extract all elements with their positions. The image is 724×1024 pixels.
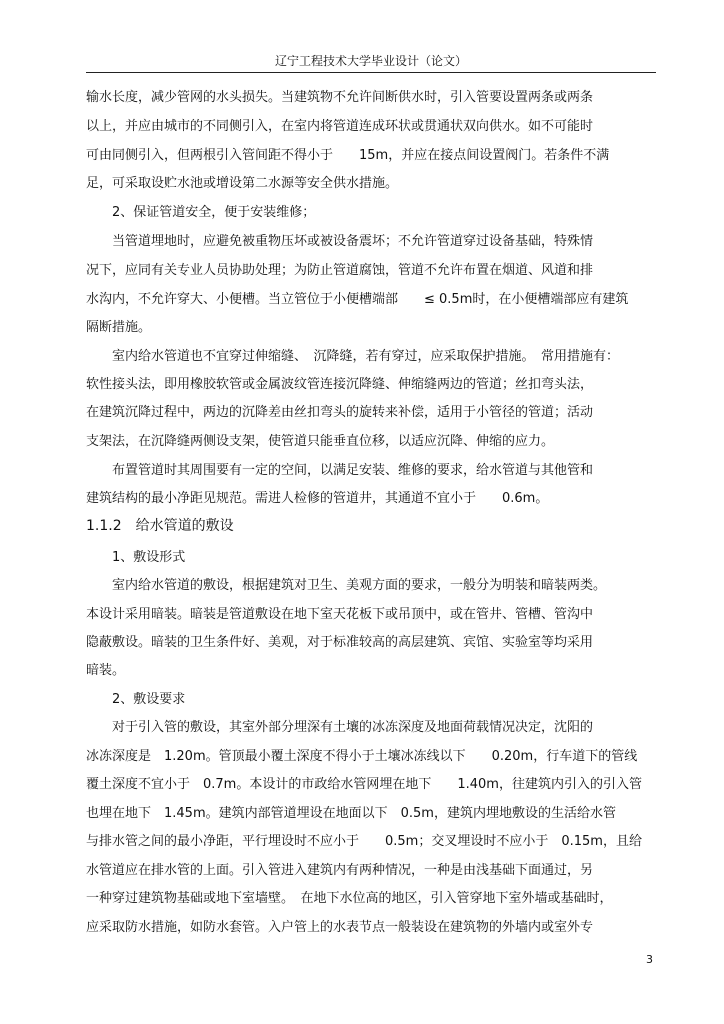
section-heading: 1.1.2 给水管道的敷设 [86,518,234,534]
text-line: 隐蔽敷设。暗装的卫生条件好、美观，对于标准较高的高层建筑、宾馆、实验室等均采用 [86,635,594,650]
page-header: 辽宁工程技术大学毕业设计（论文） [274,54,467,68]
text-line: 覆土深度不宜小于 0.7m。本设计的市政给水管网埋在地下 1.40m，往建筑内引入的引入管 [86,777,642,792]
text-line: 室内给水管道的敷设，根据建筑对卫生、美观方面的要求，一般分为明装和暗装两类。 [86,578,607,593]
text-line: 对于引入管的敷设，其室外部分埋深有土壤的冰冻深度及地面荷载情况决定，沈阳的 [86,720,594,735]
text-line: 可由同侧引入，但两根引入管间距不得小于 15m，并应在接点间设置阀门。若条件不满 [86,148,610,163]
text-line: 也埋在地下 1.45m。建筑内部管道埋设在地面以下 0.5m，建筑内埋地敷设的生活给水管 [86,806,616,821]
text-line: 应采取防水措施，如防水套管。入户管上的水表节点一般装设在建筑物的外墙内或室外专 [86,920,594,935]
header-rule [86,72,656,73]
text-line: 冰冻深度是 1.20m。管顶最小覆土深度不得小于土壤冰冻线以下 0.20m，行车道下的管线 [86,749,638,764]
text-line: 2、敷设要求 [86,692,186,707]
text-line: 一种穿过建筑物基础或地下室墙壁。 在地下水位高的地区，引入管穿地下室外墙或基础时， [86,891,613,906]
text-line: 暗装。 [86,663,126,678]
text-line: 在建筑沉降过程中，两边的沉降差由丝扣弯头的旋转来补偿，适用于小管径的管道；活动 [86,405,594,420]
text-line: 布置管道时其周围要有一定的空间，以满足安装、维修的要求，给水管道与其他管和 [86,463,594,478]
text-line: 1、敷设形式 [86,550,186,565]
text-line: 隔断措施。 [86,320,152,335]
text-line: 支架法，在沉降缝两侧设支架，使管道只能垂直位移，以适应沉降、伸缩的应力。 [86,434,555,449]
text-line: 当管道埋地时，应避免被重物压坏或被设备震坏；不允许管道穿过设备基础，特殊情 [86,234,594,249]
text-line: 软性接头法，即用橡胶软管或金属波纹管连接沉降缝、伸缩缝两边的管道；丝扣弯头法， [86,377,594,392]
text-line: 本设计采用暗装。暗装是管道敷设在地下室天花板下或吊顶中，或在管井、管槽、管沟中 [86,607,594,622]
text-line: 2、保证管道安全，便于安装维修； [86,205,316,220]
text-line: 建筑结构的最小净距见规范。需进人检修的管道井，其通道不宜小于 0.6m。 [86,491,549,506]
text-line: 输水长度，减少管网的水头损失。当建筑物不允许间断供水时，引入管要设置两条或两条 [86,90,594,105]
text-line: 室内给水管道也不宜穿过伸缩缝、 沉降缝，若有穿过，应采取保护措施。 常用措施有： [86,349,620,364]
text-line: 以上，并应由城市的不同侧引入，在室内将管道连成环状或贯通状双向供水。如不可能时 [86,119,594,134]
page-number: 3 [646,953,653,966]
text-line: 况下，应同有关专业人员协助处理；为防止管道腐蚀，管道不允许布置在烟道、风道和排 [86,263,594,278]
text-line: 水沟内，不允许穿大、小便槽。当立管位于小便槽端部 ≤ 0.5m时，在小便槽端部应有建筑 [86,292,629,307]
text-line: 水管道应在排水管的上面。引入管进入建筑内有两种情况，一种是由浅基础下面通过，另 [86,863,594,878]
text-line: 足，可采取设贮水池或增设第二水源等安全供水措施。 [86,176,399,191]
text-line: 与排水管之间的最小净距，平行埋设时不应小于 0.5m；交叉埋设时不应小于 0.15m，且给 [86,834,642,849]
